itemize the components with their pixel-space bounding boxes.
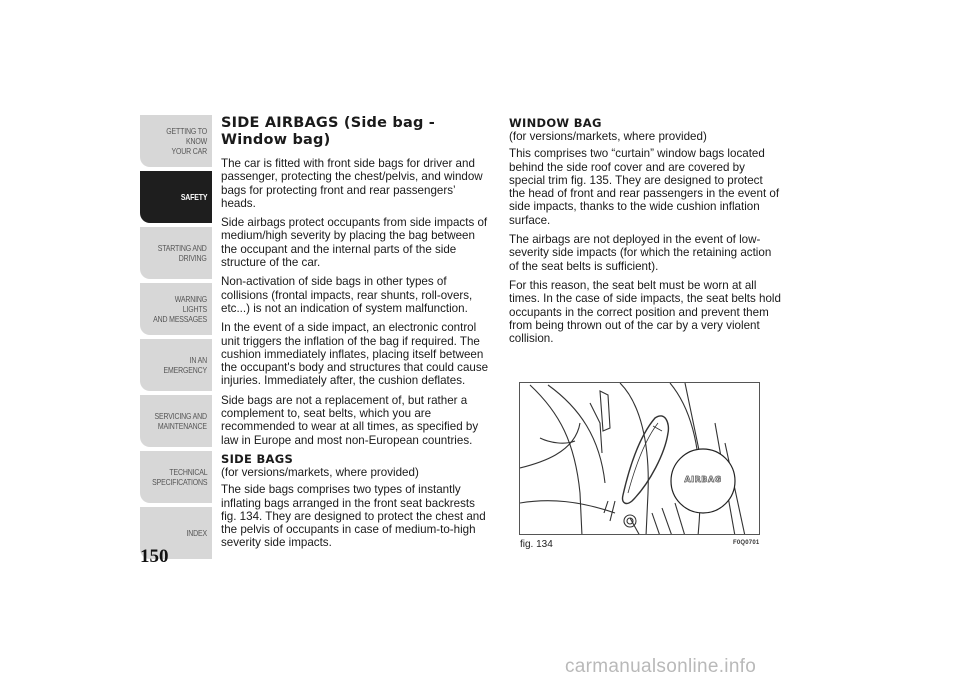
window-bag-heading: WINDOW BAG xyxy=(509,116,602,130)
figure-seat-side-airbag xyxy=(519,382,760,535)
tab-label: IN AN EMERGENCY xyxy=(163,355,207,375)
right-column xyxy=(509,117,781,351)
tab-label: GETTING TO KNOW YOUR CAR xyxy=(166,126,207,156)
paragraph: Side airbags protect occupants from side impacts of medium/high severity by placing the bag between the occupant and the internal parts of the side structure of the car. xyxy=(221,216,488,270)
paragraph: Side bags are not a replacement of, but rather a complement to, seat belts, which you are recommended to wear at all times, as specified by law in Europe and most non-European countries. xyxy=(221,393,479,447)
paragraph: For this reason, the seat belt must be worn at all times. In the case of side impacts, the seat belts hold occupants in the correct position and prevent them from being thrown out of the car by a very violent collision. xyxy=(509,278,781,346)
paragraph: This comprises two “curtain” window bags located behind the side roof cover and are covered by special trim fig. 135. They are designed to protect the head of front and rear passengers in the event of side impacts, thanks to the wide cushion inflation surface. xyxy=(509,147,780,227)
paragraph: The airbags are not deployed in the event of low-severity side impacts (for which the retaining action of the seat belts is sufficient). xyxy=(509,233,772,273)
tab-warning-lights[interactable] xyxy=(140,283,212,335)
tab-in-an-emergency[interactable] xyxy=(140,339,212,391)
watermark: carmanualsonline.info xyxy=(565,656,757,677)
tab-label: TECHNICAL SPECIFICATIONS xyxy=(151,467,207,487)
tab-starting-and-driving[interactable] xyxy=(140,227,212,279)
seat-airbag-illustration xyxy=(520,383,760,535)
tab-label: INDEX xyxy=(186,528,207,538)
tab-safety[interactable] xyxy=(140,171,212,223)
window-bag-subheading: (for versions/markets, where provided) xyxy=(509,130,707,143)
figure-code: F0Q0701 xyxy=(733,540,760,546)
tab-technical-specifications[interactable] xyxy=(140,451,212,503)
tab-getting-to-know[interactable] xyxy=(140,115,212,167)
figure-caption: fig. 134 xyxy=(520,539,553,550)
side-bags-heading: SIDE BAGS xyxy=(221,451,294,466)
paragraph: Non-activation of side bags in other types of collisions (frontal impacts, rear shunts, roll-overs, etc...) is not an indication of system malfunction. xyxy=(221,275,473,315)
tab-label: SERVICING AND MAINTENANCE xyxy=(154,411,207,431)
section-tabs xyxy=(140,115,212,563)
page-number: 150 xyxy=(140,546,169,567)
paragraph: The side bags comprises two types of instantly inflating bags arranged in the front seat backrests fig. 134. They are designed to protect the chest and the pelvis of occupants in case of medium-to-high severity side impacts. xyxy=(221,483,486,550)
tab-label: WARNING LIGHTS AND MESSAGES xyxy=(153,294,207,324)
airbag-label: AIRBAG xyxy=(684,475,722,484)
tab-servicing[interactable] xyxy=(140,395,212,447)
paragraph: In the event of a side impact, an electronic control unit triggers the inflation of the bag if required. The cushion immediately inflates, placing itself between the occupant's body and structures that could cause injuries. Immediately after, the cushion deflates. xyxy=(221,321,489,388)
tab-label: SAFETY xyxy=(180,192,207,202)
left-column xyxy=(221,115,493,556)
tab-label: STARTING AND DRIVING xyxy=(158,243,207,263)
section-title: SIDE AIRBAGS (Side bag - Window bag) xyxy=(221,115,435,148)
paragraph: The car is fitted with front side bags for driver and passenger, protecting the chest/pelvis, and window bags for protecting front and rear passengers’ heads. xyxy=(221,157,483,210)
side-bags-subheading: (for versions/markets, where provided) xyxy=(221,465,419,479)
